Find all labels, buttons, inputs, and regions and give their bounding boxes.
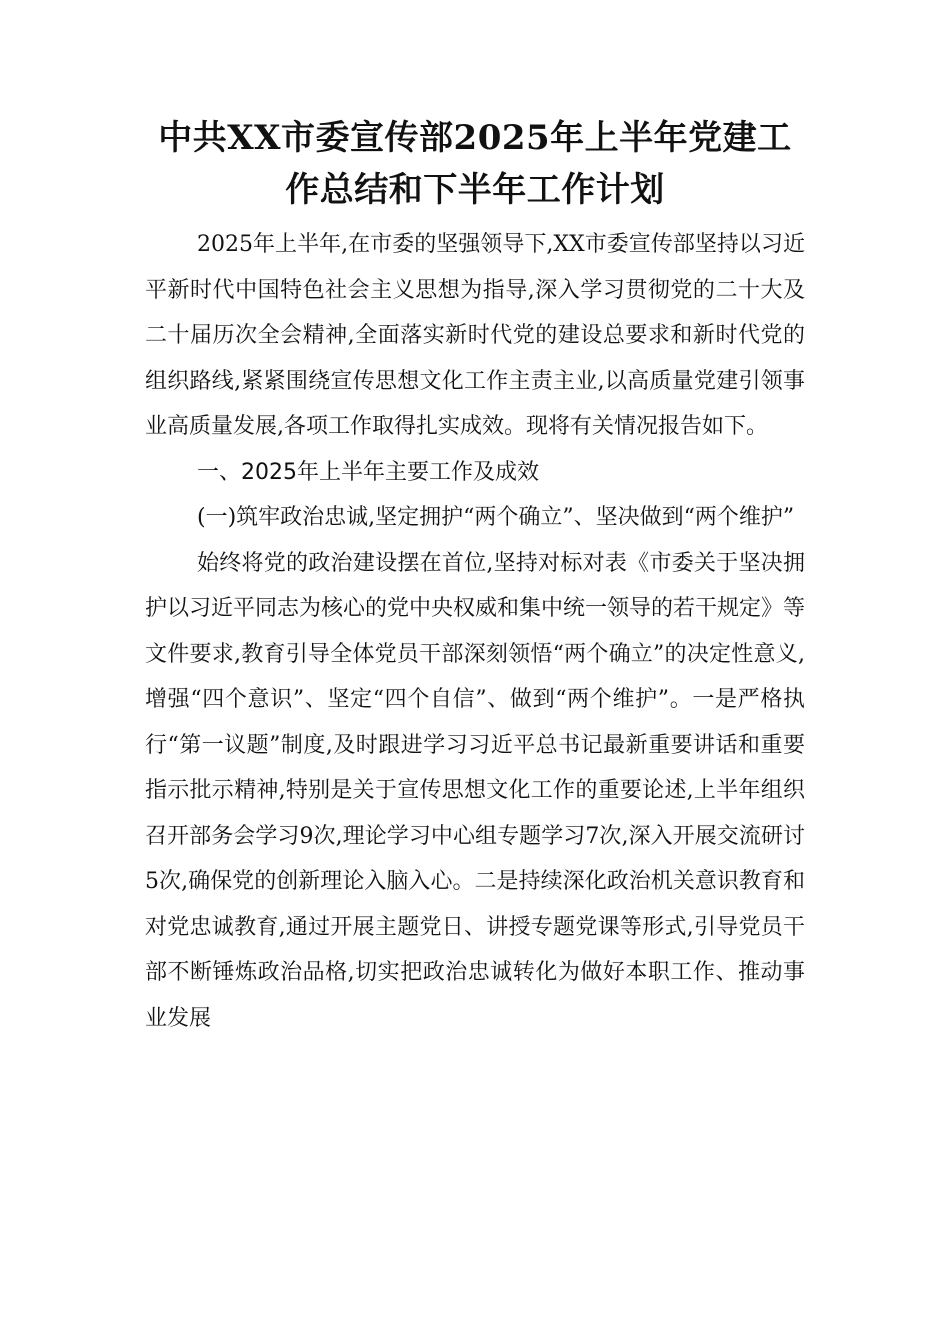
document-title: 中共XX市委宣传部2025年上半年党建工作总结和下半年工作计划 — [158, 118, 792, 210]
intro-paragraph: 2025年上半年,在市委的坚强领导下,XX市委宣传部坚持以习近平新时代中国特色社会主义思想为指导,深入学习贯彻党的二十大及二十届历次全会精神,全面落实新时代党的建设总要求和新时代党的组织路线,紧紧围绕宣传思想文化工作主责主业,以高质量党建引领事业高质量发展,各项工作取得扎实成效。现将有关情况报告如下。 — [145, 232, 805, 439]
body-paragraph: 始终将党的政治建设摆在首位,坚持对标对表《市委关于坚决拥护以习近平同志为核心的党中央权威和集中统一领导的若干规定》等文件要求,教育引导全体党员干部深刻领悟“两个确立”的决定性意义,增强“四个意识”、坚定“四个自信”、做到“两个维护”。一是严格执行“第一议题”制度,及时跟进学习习近平总书记最新重要讲话和重要指示批示精神,特别是关于宣传思想文化工作的重要论述,上半年组织召开部务会学习9次,理论学习中心组专题学习7次,深入开展交流研讨5次,确保党的创新理论入脑入心。二是持续深化政治机关意识教育和对党忠诚教育,通过开展主题党日、讲授专题党课等形式,引导党员干部不断锤炼政治品格,切实把政治忠诚转化为做好本职工作、推动事业发展 — [145, 550, 806, 1031]
section-heading: 一、2025年上半年主要工作及成效 — [197, 459, 539, 485]
document-body — [145, 222, 805, 1041]
subsection-heading: (一)筑牢政治忠诚,坚定拥护“两个确立”、坚决做到“两个维护” — [197, 505, 795, 530]
